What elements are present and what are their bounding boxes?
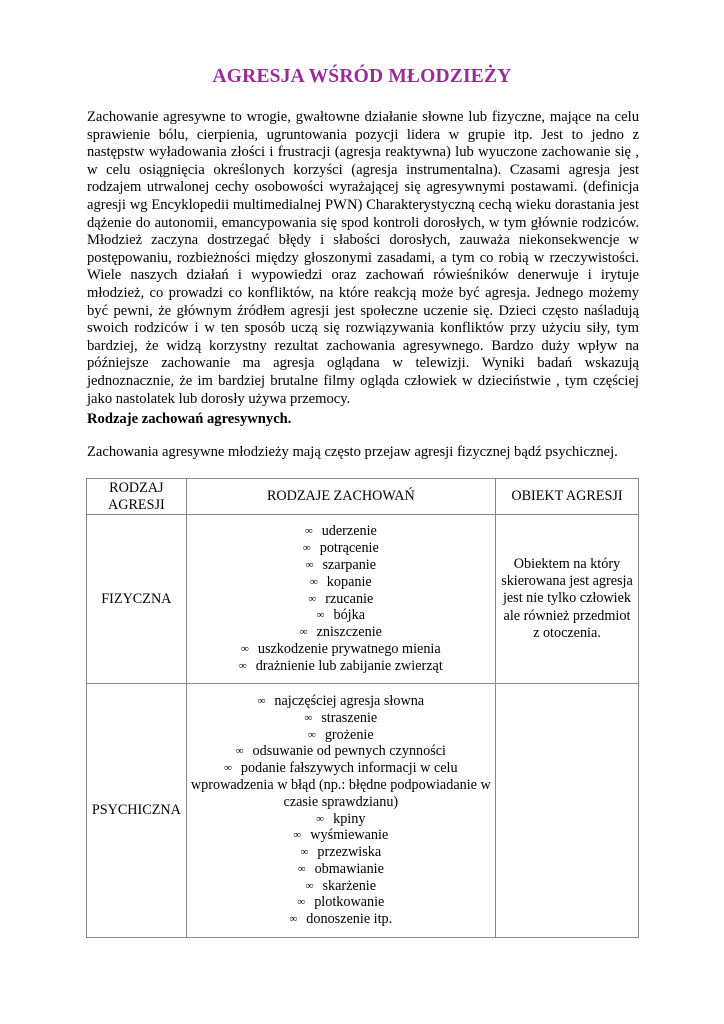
document-title: AGRESJA WŚRÓD MŁODZIEŻY	[212, 66, 512, 87]
behavior-text: plotkowanie	[314, 894, 385, 911]
infinity-bullet-icon: ∞	[297, 896, 306, 909]
infinity-bullet-icon: ∞	[305, 879, 314, 892]
infinity-bullet-icon: ∞	[305, 559, 314, 571]
infinity-bullet-icon: ∞	[224, 762, 232, 775]
infinity-bullet-icon: ∞	[241, 642, 249, 655]
header-behaviors: RODZAJE ZACHOWAŃ	[186, 479, 495, 515]
infinity-bullet-icon: ∞	[304, 711, 313, 724]
behavior-text: donoszenie itp.	[306, 911, 393, 928]
behavior-text: obmawianie	[314, 860, 384, 877]
list-item	[190, 827, 492, 844]
list-item	[190, 894, 492, 911]
list-item	[190, 624, 492, 641]
infinity-bullet-icon: ∞	[299, 626, 308, 639]
infinity-bullet-icon: ∞	[297, 862, 306, 875]
type-cell-physical: FIZYCZNA	[87, 515, 187, 684]
list-item	[190, 607, 492, 624]
list-item	[190, 844, 492, 861]
behavior-text: kopanie	[326, 573, 372, 590]
list-item	[190, 861, 492, 878]
lead-paragraph: Zachowania agresywne młodzieży mają często przejaw agresji fizycznej bądź psychicznej.	[87, 444, 618, 460]
behavior-text: uszkodzenie prywatnego mienia	[257, 640, 441, 657]
list-item	[190, 911, 492, 928]
behavior-text: uderzenie	[321, 523, 377, 540]
behavior-text: podanie fałszywych informacji w celu wprowadzenia w błąd (np.: błędne podpowiadanie w czasie sprawdzianu)	[190, 760, 491, 810]
list-item	[190, 710, 492, 727]
behavior-text: drażnienie lub zabijanie zwierząt	[255, 657, 443, 674]
list-item	[190, 641, 492, 658]
list-item	[190, 523, 492, 540]
behavior-text: przezwiska	[317, 844, 382, 861]
infinity-bullet-icon: ∞	[307, 728, 316, 741]
behavior-text: najczęściej agresja słowna	[274, 692, 425, 709]
list-item	[190, 760, 492, 810]
behavior-text: rzucanie	[325, 590, 374, 607]
table-row-psychological	[87, 684, 639, 938]
table-header-row	[87, 479, 639, 515]
behavior-text: szarpanie	[322, 557, 377, 573]
infinity-bullet-icon: ∞	[235, 745, 244, 758]
infinity-bullet-icon: ∞	[289, 913, 298, 926]
behavior-text: grożenie	[324, 726, 374, 743]
behavior-text: odsuwanie od pewnych czynności	[252, 743, 446, 760]
behaviors-cell-psychological	[186, 684, 495, 938]
infinity-bullet-icon: ∞	[316, 812, 325, 825]
behaviors-list-physical	[190, 523, 492, 674]
list-item	[190, 727, 492, 744]
infinity-bullet-icon: ∞	[257, 694, 266, 707]
behaviors-list-psychological	[190, 693, 492, 928]
table-row-physical	[87, 515, 639, 684]
type-cell-psychological: PSYCHICZNA	[87, 684, 187, 938]
list-item	[190, 811, 492, 828]
infinity-bullet-icon: ∞	[316, 609, 325, 622]
list-item	[190, 878, 492, 895]
section-heading: Rodzaje zachowań agresywnych.	[87, 411, 292, 427]
infinity-bullet-icon: ∞	[300, 846, 309, 859]
infinity-bullet-icon: ∞	[238, 659, 247, 672]
object-cell-physical: Obiektem na który skierowana jest agresja jest nie tylko człowiek ale również przedmiot z otoczenia.	[495, 515, 638, 684]
infinity-bullet-icon: ∞	[293, 829, 302, 842]
infinity-bullet-icon: ∞	[304, 525, 313, 538]
behavior-text: kpiny	[333, 810, 366, 827]
infinity-bullet-icon: ∞	[309, 575, 318, 588]
list-item	[190, 743, 492, 760]
aggression-types-table	[86, 478, 639, 938]
header-type: RODZAJ AGRESJI	[87, 479, 187, 515]
behavior-text: skarżenie	[322, 877, 377, 894]
infinity-bullet-icon: ∞	[308, 592, 317, 605]
behaviors-cell-physical	[186, 515, 495, 684]
list-item	[190, 574, 492, 591]
behavior-text: zniszczenie	[316, 624, 382, 641]
list-item	[190, 658, 492, 675]
list-item	[190, 557, 492, 574]
object-cell-psychological	[495, 684, 638, 938]
list-item	[190, 591, 492, 608]
behavior-text: wyśmiewanie	[310, 827, 389, 844]
list-item	[190, 540, 492, 557]
intro-paragraph: Zachowanie agresywne to wrogie, gwałtowne działanie słowne lub fizyczne, mające na celu sprawienie bólu, cierpienia, ugruntowania pozycji lidera w grupie itp. Jest to jedno z następstw wyładowania złości i frustracji (agresja reaktywna) lub wyuczone zachowanie się , w celu osiągnięcia określonych korzyści (agresja instrumentalna). Czasami agresja jest rodzajem utrwalonej cechy osobowości wyrażającej się agresywnymi postawami. (definicja agresji wg Encyklopedii multimedialnej PWN) Charakterystyczną cechą wieku dorastania jest dążenie do autonomii, emancypowania się spod kontroli dorosłych, w tym głównie rodziców. Młodzież zaczyna dostrzegać błędy i słabości dorosłych, zauważa niekonsekwencje w postępowaniu, rozbieżności między głoszonymi zasadami, a tym co robią w rzeczywistości. Wiele naszych działań i wypowiedzi oraz zachowań rówieśników denerwuje i irytuje młodzież, co prowadzi co konfliktów, na które reakcją może być agresja. Jednego możemy być pewni, że głównym źródłem agresji jest społeczne uczenie się. Dzieci często naśladują swoich rodziców i w ten sposób uczą się rozwiązywania konfliktów przy użyciu siły, tym bardziej, że widzą korzystny rezultat zachowania agresywnego. Bardzo duży wpływ na późniejsze zachowanie ma agresja oglądana w telewizji. Wyniki badań wskazują jednoznacznie, że im bardziej brutalne filmy ogląda człowiek w dzieciństwie , tym częściej jako nastolatek lub dorosły używa przemocy.	[87, 109, 639, 407]
behavior-text: potrącenie	[319, 540, 379, 557]
list-item	[190, 693, 492, 710]
header-object: OBIEKT AGRESJI	[495, 479, 638, 515]
behavior-text: bójka	[333, 607, 366, 624]
behavior-text: straszenie	[321, 709, 378, 726]
infinity-bullet-icon: ∞	[302, 542, 311, 555]
